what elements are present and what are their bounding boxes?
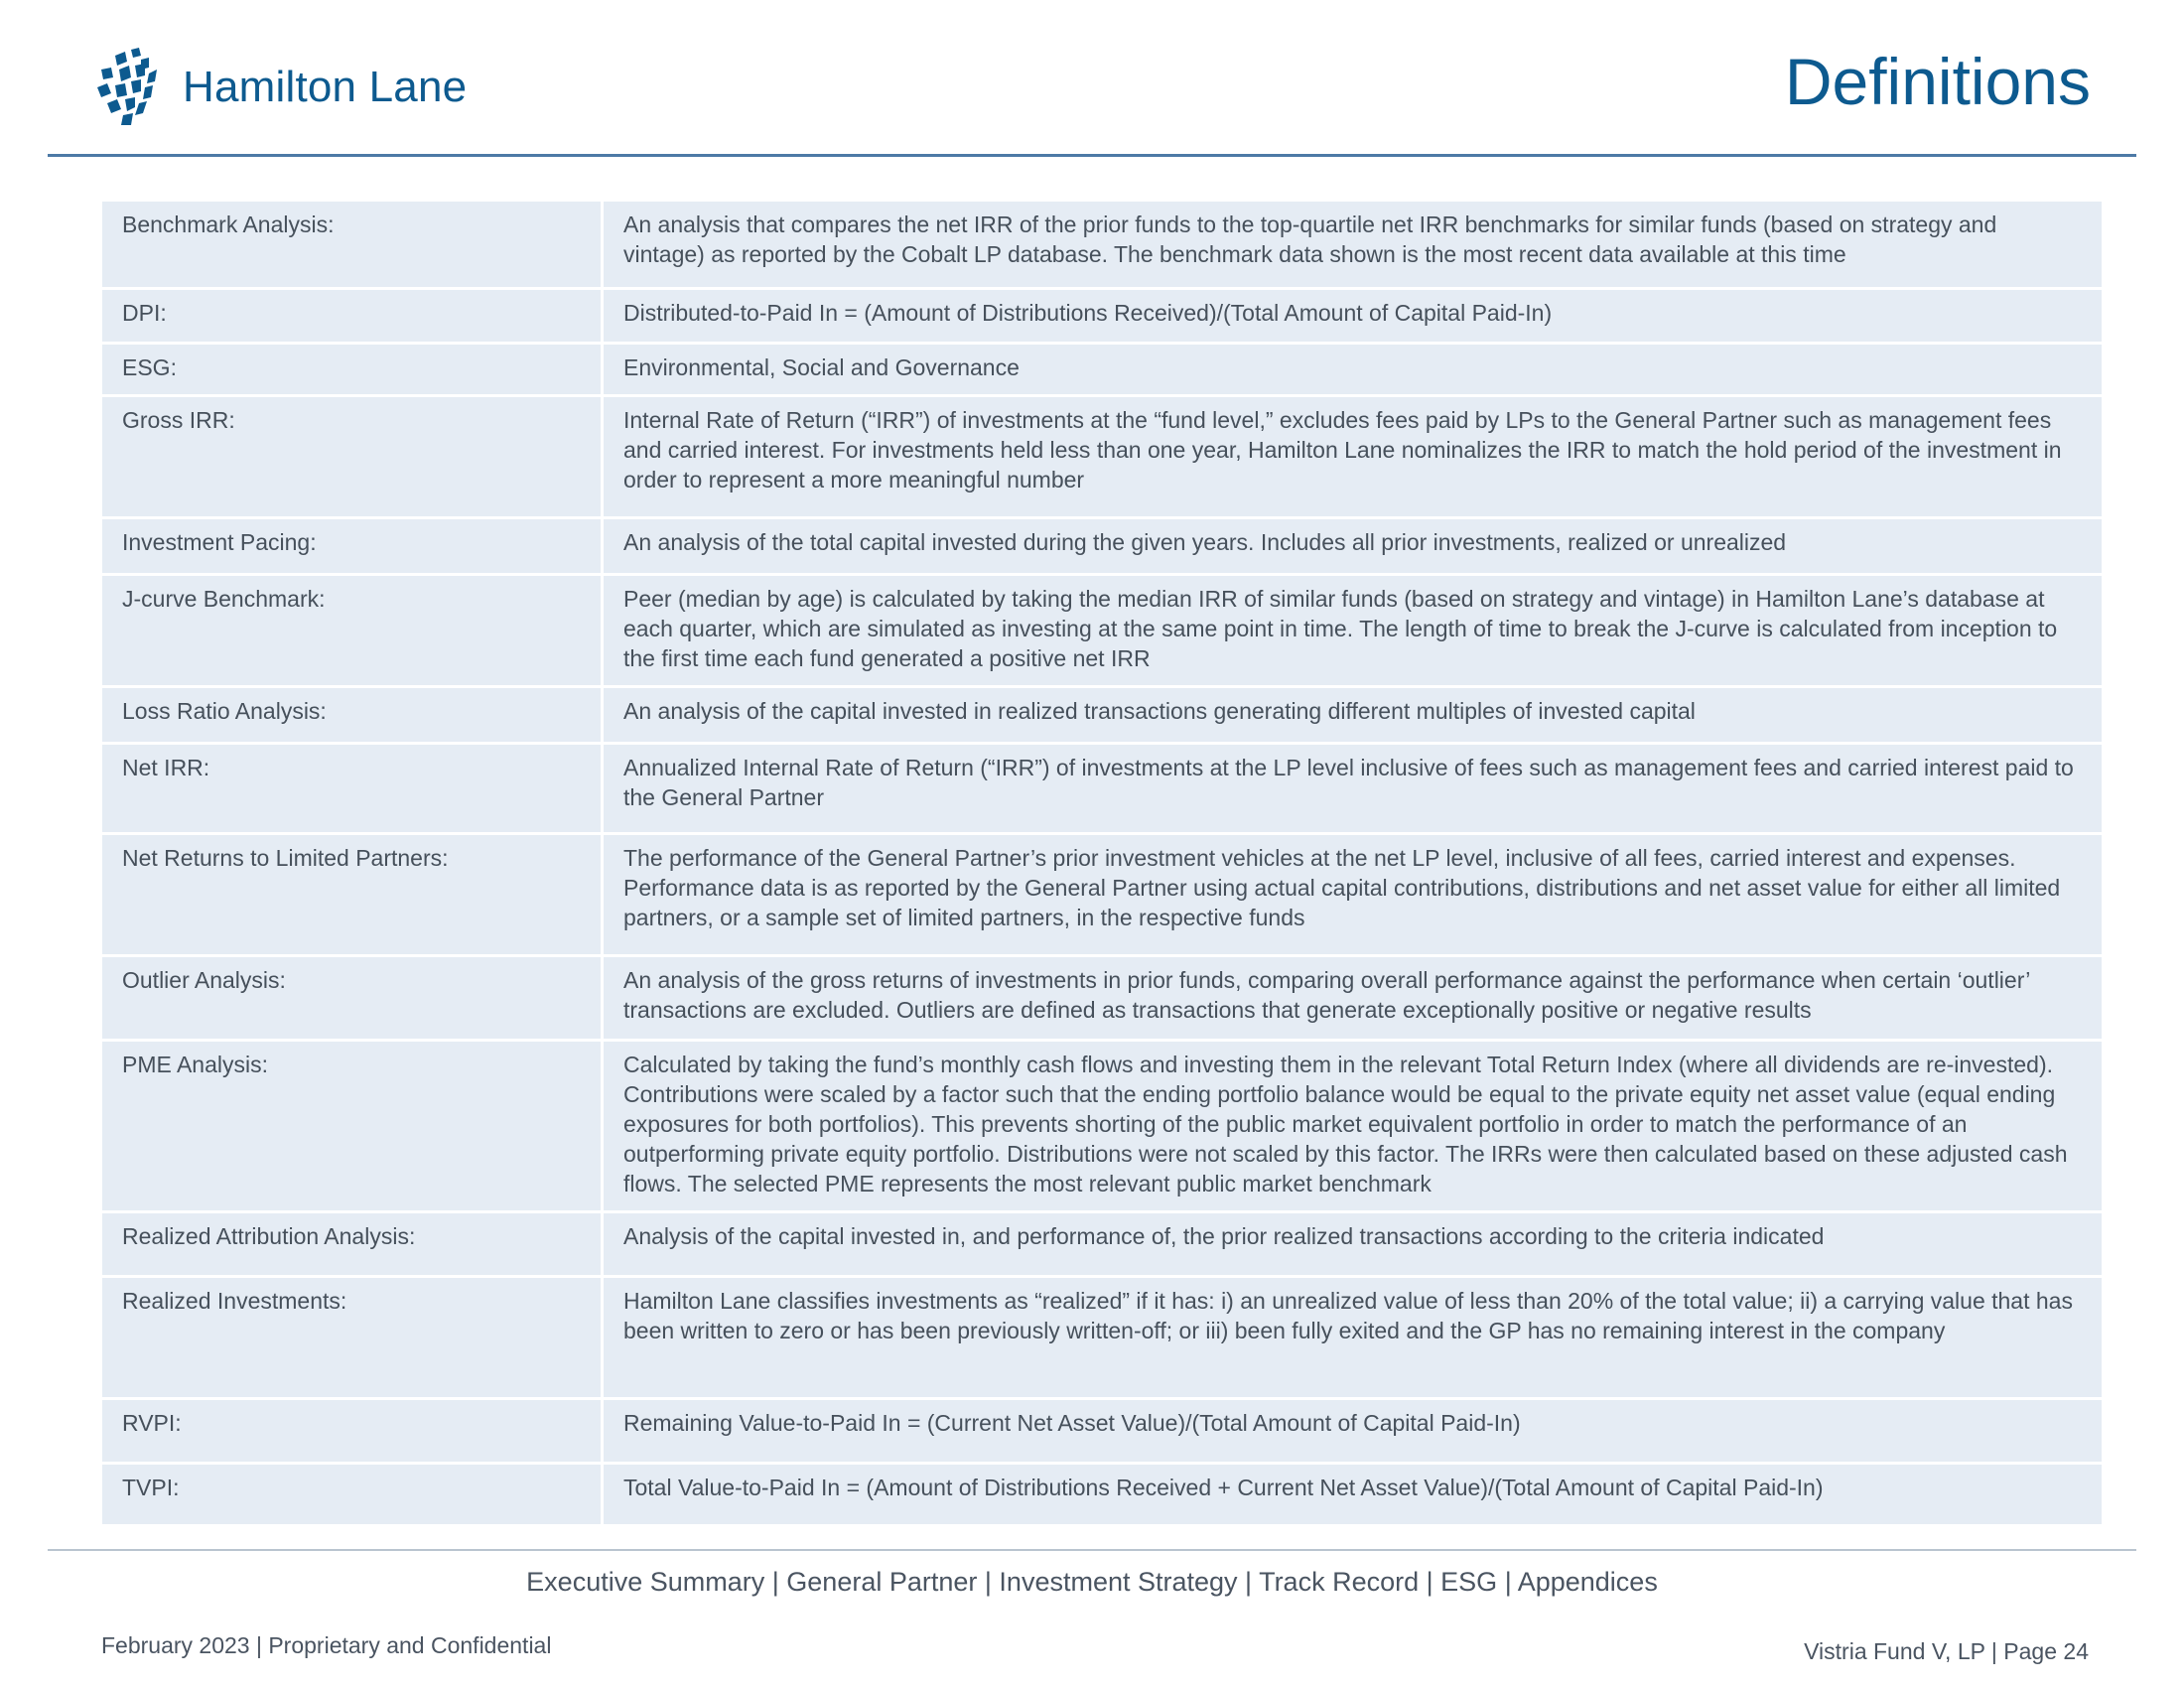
definition-text: Total Value-to-Paid In = (Amount of Distributions Received + Current Net Asset Value)/(Total Amount of Capital Paid-In) xyxy=(603,1464,2104,1526)
definition-term: ESG: xyxy=(101,344,603,396)
definition-term: TVPI: xyxy=(101,1464,603,1526)
definition-row xyxy=(101,1464,2104,1526)
definition-row xyxy=(101,344,2104,396)
definition-text: Calculated by taking the fund’s monthly cash flows and investing them in the relevant Total Return Index (where all dividends are re-invested). Contributions were scaled by a factor such that the ending portfolio balance would be equal to the private equity net asset value (equal ending exposures for both portfolios). This prevents shorting of the public market equivalent portfolio in order to match the performance of an outperforming private equity portfolio. Distributions were not scaled by this factor. The IRRs were then calculated based on these adjusted cash flows. The selected PME represents the most relevant public market benchmark xyxy=(603,1041,2104,1212)
definition-text: Annualized Internal Rate of Return (“IRR”) of investments at the LP level inclusive of fees such as management fees and carried interest paid to the General Partner xyxy=(603,744,2104,834)
nav-separator: | xyxy=(1419,1567,1441,1597)
section-nav xyxy=(0,1567,2184,1598)
nav-link-executive-summary[interactable]: Executive Summary xyxy=(526,1567,765,1597)
definition-term: Loss Ratio Analysis: xyxy=(101,687,603,744)
page-title: Definitions xyxy=(1784,45,2091,118)
definition-text: Hamilton Lane classifies investments as “realized” if it has: i) an unrealized value of less than 20% of the total value; ii) a carrying value that has been written to zero or has been previously written-off; or iii) been fully exited and the GP has no remaining interest in the company xyxy=(603,1277,2104,1399)
definition-row xyxy=(101,518,2104,575)
definition-text: An analysis of the gross returns of investments in prior funds, comparing overall performance against the performance when certain ‘outlier’ transactions are excluded. Outliers are defined as transactions that generate exceptionally positive or negative results xyxy=(603,956,2104,1041)
definition-term: Outlier Analysis: xyxy=(101,956,603,1041)
nav-link-esg[interactable]: ESG xyxy=(1440,1567,1498,1597)
nav-separator: | xyxy=(977,1567,1000,1597)
nav-separator: | xyxy=(1497,1567,1518,1597)
footer-fund-page: Vistria Fund V, LP | Page 24 xyxy=(1804,1638,2089,1664)
hamilton-lane-logo xyxy=(95,48,467,127)
definition-term: PME Analysis: xyxy=(101,1041,603,1212)
definition-term: Gross IRR: xyxy=(101,396,603,518)
definition-row xyxy=(101,834,2104,956)
header-divider xyxy=(48,154,2136,157)
definition-text: Environmental, Social and Governance xyxy=(603,344,2104,396)
definition-row xyxy=(101,1041,2104,1212)
nav-separator: | xyxy=(764,1567,787,1597)
page-header xyxy=(0,0,2184,159)
nav-link-general-partner[interactable]: General Partner xyxy=(786,1567,978,1597)
definition-term: Net IRR: xyxy=(101,744,603,834)
definition-text: Analysis of the capital invested in, and performance of, the prior realized transactions according to the criteria indicated xyxy=(603,1212,2104,1277)
definition-row xyxy=(101,575,2104,687)
definition-row xyxy=(101,744,2104,834)
definition-row xyxy=(101,289,2104,344)
definition-row xyxy=(101,956,2104,1041)
logo-mark-icon xyxy=(95,48,167,127)
definition-term: Net Returns to Limited Partners: xyxy=(101,834,603,956)
definition-term: Realized Investments: xyxy=(101,1277,603,1399)
nav-link-investment-strategy[interactable]: Investment Strategy xyxy=(999,1567,1238,1597)
definitions-table xyxy=(99,199,2105,1527)
definition-term: DPI: xyxy=(101,289,603,344)
logo-text: Hamilton Lane xyxy=(183,63,468,111)
definition-row xyxy=(101,1277,2104,1399)
definition-text: An analysis of the capital invested in realized transactions generating different multiples of invested capital xyxy=(603,687,2104,744)
nav-separator: | xyxy=(1237,1567,1260,1597)
definition-row xyxy=(101,1212,2104,1277)
definition-term: Realized Attribution Analysis: xyxy=(101,1212,603,1277)
definition-row xyxy=(101,687,2104,744)
definition-row xyxy=(101,201,2104,289)
definition-row xyxy=(101,1399,2104,1464)
definition-text: An analysis of the total capital invested during the given years. Includes all prior investments, realized or unrealized xyxy=(603,518,2104,575)
nav-link-appendices[interactable]: Appendices xyxy=(1517,1567,1658,1597)
definition-text: Remaining Value-to-Paid In = (Current Net Asset Value)/(Total Amount of Capital Paid-In) xyxy=(603,1399,2104,1464)
definition-term: Benchmark Analysis: xyxy=(101,201,603,289)
definition-row xyxy=(101,396,2104,518)
nav-link-track-record[interactable]: Track Record xyxy=(1259,1567,1420,1597)
footer-date-confidentiality: February 2023 | Proprietary and Confidential xyxy=(101,1632,552,1658)
definition-text: The performance of the General Partner’s prior investment vehicles at the net LP level, inclusive of all fees, carried interest and expenses. Performance data is as reported by the General Partner using actual capital contributions, distributions and net asset value for either all limited partners, or a sample set of limited partners, in the respective funds xyxy=(603,834,2104,956)
definition-text: Internal Rate of Return (“IRR”) of investments at the “fund level,” excludes fees paid by LPs to the General Partner such as management fees and carried interest. For investments held less than one year, Hamilton Lane nominalizes the IRR to match the hold period of the investment in order to represent a more meaningful number xyxy=(603,396,2104,518)
definition-text: Distributed-to-Paid In = (Amount of Distributions Received)/(Total Amount of Capital Paid-In) xyxy=(603,289,2104,344)
definition-term: J-curve Benchmark: xyxy=(101,575,603,687)
definition-term: RVPI: xyxy=(101,1399,603,1464)
footer-divider xyxy=(48,1549,2136,1551)
definition-text: Peer (median by age) is calculated by taking the median IRR of similar funds (based on strategy and vintage) in Hamilton Lane’s database at each quarter, which are simulated as investing at the same point in time. The length of time to break the J-curve is calculated from inception to the first time each fund generated a positive net IRR xyxy=(603,575,2104,687)
definition-term: Investment Pacing: xyxy=(101,518,603,575)
definition-text: An analysis that compares the net IRR of the prior funds to the top-quartile net IRR benchmarks for similar funds (based on strategy and vintage) as reported by the Cobalt LP database. The benchmark data shown is the most recent data available at this time xyxy=(603,201,2104,289)
